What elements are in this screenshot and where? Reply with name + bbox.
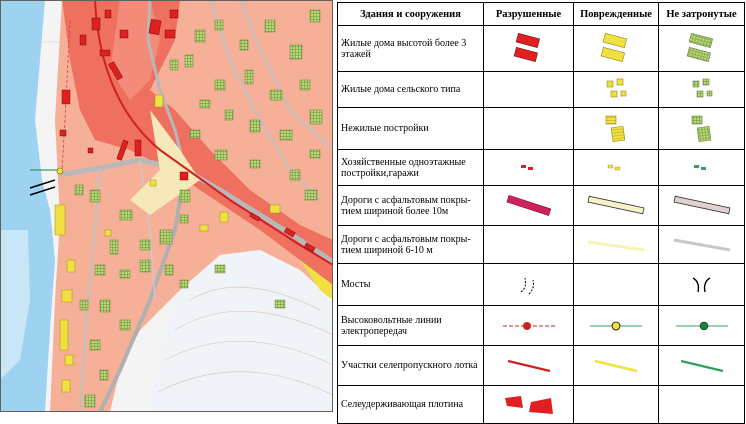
garage-intact-symbol xyxy=(659,150,745,186)
legend-row-label: Дороги с асфальтовым покры-тием шириной 6-10 м xyxy=(338,226,484,264)
legend-row-label: Мосты xyxy=(338,264,484,306)
legend-row xyxy=(338,386,745,424)
legend-row-label: Жилые дома сельского типа xyxy=(338,72,484,108)
wide-road-destroyed-symbol xyxy=(484,186,574,226)
header-category: Здания и сооружения xyxy=(338,3,484,26)
mudflow-chute-intact-symbol xyxy=(659,346,745,386)
power-line-damaged-symbol xyxy=(574,306,659,346)
legend-row xyxy=(338,108,745,150)
legend-row-label: Хозяйственные одноэтажные постройки,гаражи xyxy=(338,150,484,186)
legend-row xyxy=(338,264,745,306)
legend-row xyxy=(338,226,745,264)
legend-row-label: Жилые дома высотой более 3 этажей xyxy=(338,26,484,72)
legend-row-label: Нежилые постройки xyxy=(338,108,484,150)
damage-map xyxy=(0,0,333,412)
wide-road-intact-symbol xyxy=(659,186,745,226)
mudflow-dam-destroyed-symbol xyxy=(484,386,574,424)
legend-row xyxy=(338,26,745,72)
non-residential-intact-symbol xyxy=(659,108,745,150)
bridge-intact-symbol xyxy=(659,264,745,306)
garage-destroyed-symbol xyxy=(484,150,574,186)
bridge-destroyed-symbol xyxy=(484,264,574,306)
header-destroyed: Разрушенные xyxy=(484,3,574,26)
legend-row xyxy=(338,150,745,186)
legend-panel xyxy=(337,2,744,410)
legend-header-row xyxy=(338,3,745,26)
narrow-road-intact-symbol xyxy=(659,226,745,264)
legend-row-label: Высоковольтные линии электропередач xyxy=(338,306,484,346)
multistorey-intact-symbol xyxy=(659,26,745,72)
garage-damaged-symbol xyxy=(574,150,659,186)
legend-row-label: Дороги с асфальтовым покры-тием шириной более 10м xyxy=(338,186,484,226)
legend-row xyxy=(338,346,745,386)
power-line-intact-symbol xyxy=(659,306,745,346)
legend-table xyxy=(337,2,745,424)
mudflow-chute-damaged-symbol xyxy=(574,346,659,386)
legend-row-label: Участки селепропускного лотка xyxy=(338,346,484,386)
mudflow-chute-destroyed-symbol xyxy=(484,346,574,386)
multistorey-destroyed-symbol xyxy=(484,26,574,72)
header-damaged: Поврежденные xyxy=(574,3,659,26)
power-line-destroyed-symbol xyxy=(484,306,574,346)
narrow-road-damaged-symbol xyxy=(574,226,659,264)
rural-house-intact-symbol xyxy=(659,72,745,108)
map-canvas xyxy=(0,0,333,412)
legend-row xyxy=(338,306,745,346)
header-intact: Не затронутые xyxy=(659,3,745,26)
multistorey-damaged-symbol xyxy=(574,26,659,72)
rural-house-damaged-symbol xyxy=(574,72,659,108)
wide-road-damaged-symbol xyxy=(574,186,659,226)
legend-row xyxy=(338,72,745,108)
legend-row xyxy=(338,186,745,226)
non-residential-damaged-symbol xyxy=(574,108,659,150)
legend-row-label: Селеудерживающая плотина xyxy=(338,386,484,424)
